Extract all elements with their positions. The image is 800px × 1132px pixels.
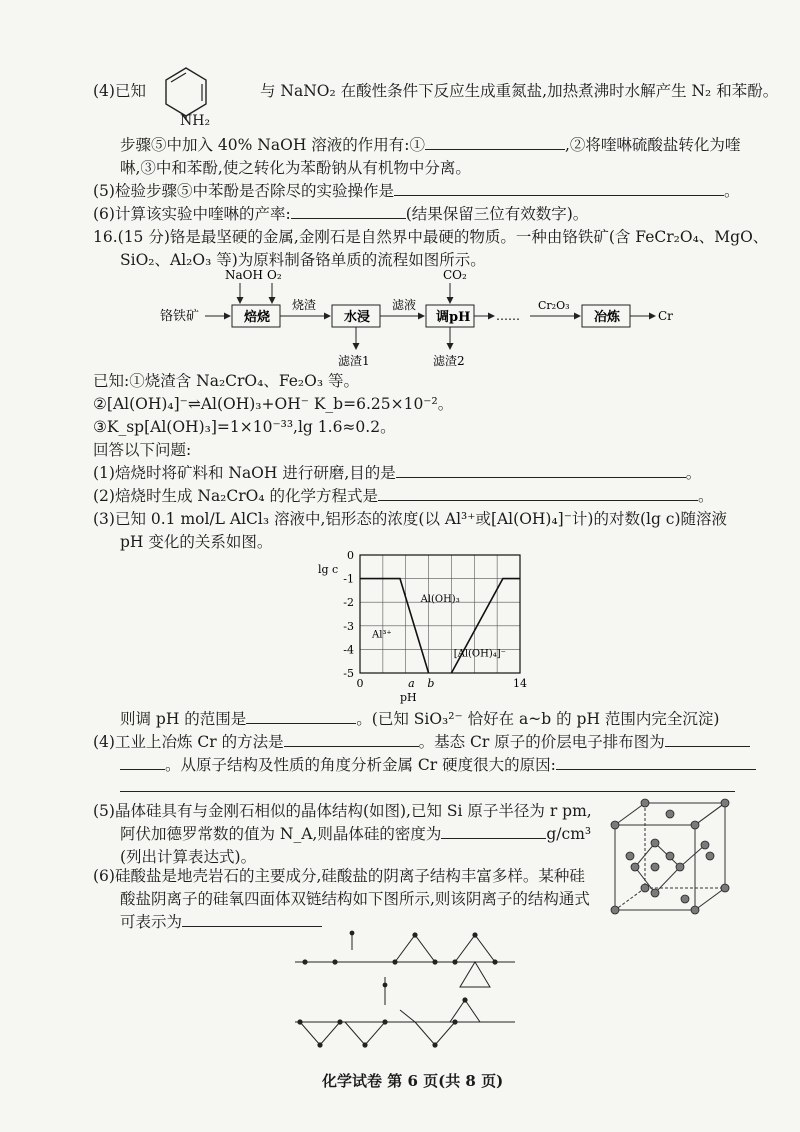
answer-blank[interactable] — [441, 823, 546, 839]
y-tick-label: 0 — [347, 549, 354, 562]
flow-o2: O₂ — [267, 268, 282, 282]
flow-filtrate: 滤液 — [392, 298, 417, 312]
p5-line: (5)晶体硅具有与金刚石相似的晶体结构(如图),已知 Si 原子半径为 r pm, — [93, 802, 592, 820]
al-species-chart — [310, 545, 540, 705]
x-axis-label: pH — [400, 691, 417, 704]
flow-slag: 烧渣 — [292, 298, 317, 312]
answer-blank[interactable] — [291, 203, 406, 219]
silicon-crystal-diagram — [605, 795, 740, 920]
step5-line2: 啉,③中和苯酚,使之转化为苯酚钠从有机物中分离。 — [120, 159, 471, 177]
answer-line[interactable] — [120, 790, 735, 792]
step5-line: 步骤⑤中加入 40% NaOH 溶液的作用有:① ,②将喹啉硫酸盐转化为喹 — [120, 136, 741, 154]
answer-blank[interactable] — [425, 134, 565, 150]
p5-line3: (列出计算表达式)。 — [120, 848, 257, 866]
p4-line2: 。从原子结构及性质的角度分析金属 Cr 硬度很大的原因: — [120, 754, 756, 776]
y-tick-label: -4 — [343, 643, 354, 657]
q4-line: (4)已知 — [93, 82, 146, 100]
label-aloh3: Al(OH)₃ — [420, 594, 460, 606]
flow-cr: Cr — [658, 309, 673, 323]
p6-line: (6)硅酸盐是地壳岩石的主要成分,硅酸盐的阴离子结构丰富多样。某种硅 — [93, 867, 585, 885]
flow-residue1: 滤渣1 — [338, 354, 370, 368]
answer-blank[interactable] — [394, 180, 724, 196]
flow-co2: CO₂ — [443, 268, 467, 282]
flow-roast: 焙烧 — [244, 310, 271, 325]
known-1: 已知:①烧渣含 Na₂CrO₄、Fe₂O₃ 等。 — [93, 372, 359, 390]
flow-ore: 铬铁矿 — [160, 309, 200, 324]
label-aloh4: [Al(OH)₄]⁻ — [453, 648, 506, 660]
flow-naoh: NaOH — [225, 268, 263, 282]
p3-range-line: 则调 pH 的范围是 。(已知 SiO₃²⁻ 恰好在 a~b 的 pH 范围内完全沉淀) — [120, 710, 720, 728]
answer-blank[interactable] — [665, 731, 750, 747]
p6-line2: 酸盐阴离子的硅氧四面体双链结构如下图所示,则该阴离子的结构通式 — [120, 890, 590, 908]
p5-line2: 阿伏加德罗常数的值为 N_A,则晶体硅的密度为 g/cm³ — [120, 825, 592, 843]
y-tick-label: -5 — [343, 667, 354, 680]
y-tick-label: -1 — [343, 572, 354, 586]
answer-blank[interactable] — [120, 754, 165, 770]
answer-blank[interactable] — [396, 462, 686, 478]
known-3: ③K_sp[Al(OH)₃]=1×10⁻³³,lg 1.6≈0.2。 — [93, 418, 396, 436]
x-tick-label: b — [427, 677, 435, 690]
known-2: ②[Al(OH)₄]⁻⇌Al(OH)₃+OH⁻ K_b=6.25×10⁻²。 — [93, 395, 454, 413]
q16-intro2: SiO₂、Al₂O₃ 等)为原料制备铬单质的流程如图所示。 — [120, 251, 486, 269]
page-footer: 化学试卷 第 6 页(共 8 页) — [322, 1072, 504, 1090]
answer-blank[interactable] — [556, 754, 756, 770]
p1-line: (1)焙烧时将矿料和 NaOH 进行研磨,目的是 。 — [93, 464, 702, 482]
q16-intro: 16.(15 分)铬是最坚硬的金属,金刚石是自然界中最硬的物质。一种由铬铁矿(含 FeCr₂O₄、MgO、 — [93, 228, 769, 246]
p4-line: (4)工业上冶炼 Cr 的方法是 。基态 Cr 原子的价层电子排布图为 — [93, 731, 750, 753]
q6-line: (6)计算该实验中喹啉的产率: (结果保留三位有效数字)。 — [93, 205, 589, 223]
x-tick-label: 0 — [356, 677, 364, 690]
p2-line: (2)焙烧时生成 Na₂CrO₄ 的化学方程式是 。 — [93, 487, 714, 505]
y-tick-label: -3 — [343, 619, 354, 633]
flow-adjust: 调pH — [436, 310, 471, 325]
flow-smelt: 冶炼 — [594, 310, 621, 325]
p3-line: (3)已知 0.1 mol/L AlCl₃ 溶液中,铝形态的浓度(以 Al³⁺或[Al(OH)₄]⁻计)的对数(lg c)随溶液 — [93, 510, 728, 528]
x-tick-label: 14 — [513, 677, 527, 690]
y-axis-label: lg c — [318, 563, 339, 576]
answer-blank[interactable] — [246, 708, 356, 724]
flow-cr2o3: Cr₂O₃ — [538, 299, 570, 312]
flow-residue2: 滤渣2 — [433, 354, 465, 368]
p3-line2: pH 变化的关系如图。 — [120, 533, 273, 551]
answer-intro: 回答以下问题: — [93, 441, 192, 459]
flow-leach: 水浸 — [344, 310, 371, 325]
process-flow-diagram — [150, 265, 680, 370]
q4-text: 与 NaNO₂ 在酸性条件下反应生成重氮盐,加热煮沸时水解产生 N₂ 和苯酚。 — [260, 82, 779, 100]
answer-blank[interactable] — [284, 731, 419, 747]
label-al3: Al³⁺ — [372, 629, 392, 641]
nh2-label: NH₂ — [180, 113, 211, 129]
x-tick-label: a — [408, 677, 415, 690]
silicate-chain-diagram — [290, 925, 520, 1055]
q5-line: (5)检验步骤⑤中苯酚是否除尽的实验操作是 。 — [93, 182, 740, 200]
y-tick-label: -2 — [343, 596, 354, 610]
flow-dots: …… — [496, 309, 520, 323]
p6-line3: 可表示为 — [120, 911, 322, 933]
answer-blank[interactable] — [378, 485, 698, 501]
